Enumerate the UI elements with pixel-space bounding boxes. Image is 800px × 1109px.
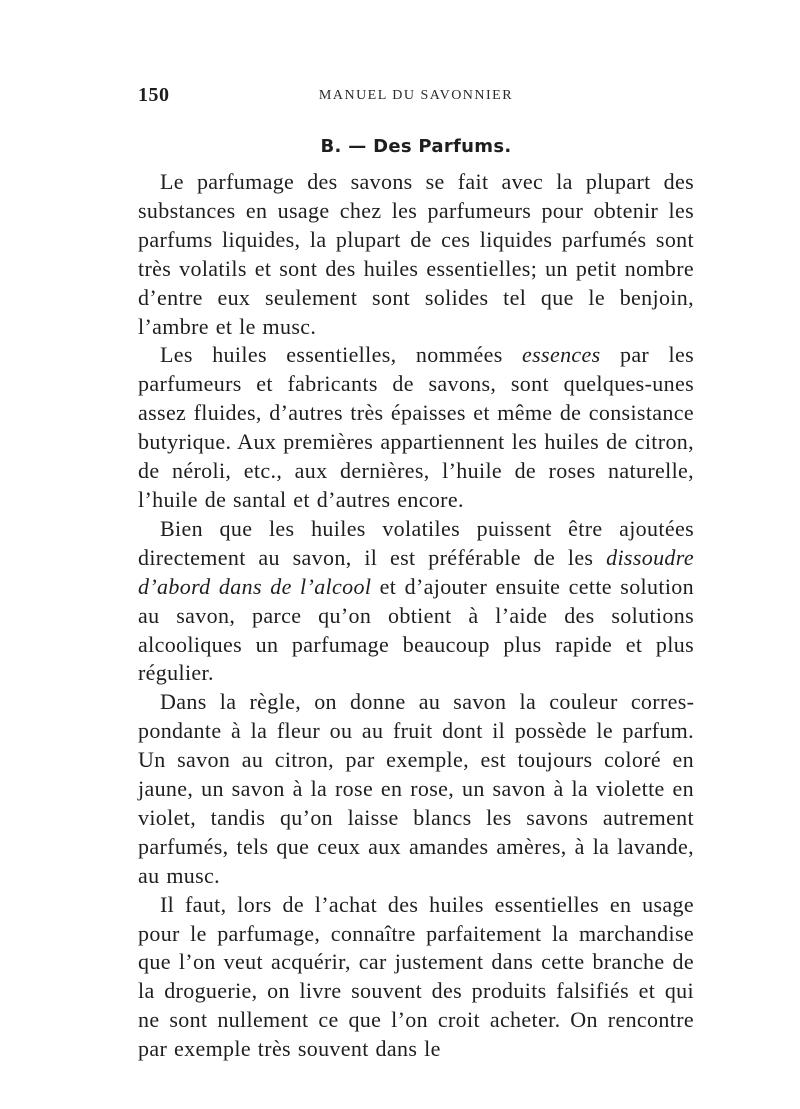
paragraph-3 bbox=[138, 515, 694, 688]
running-header bbox=[138, 84, 694, 108]
paragraph-2-text-b: par les parfumeurs et fabricants de savons, sont quelques-unes assez fluides, d’autres très épaisses et même de consistance butyrique. Aux premières appartiennent les huiles de citron, de néroli, etc., aux dernières, l’huile de roses naturelle, l’huile de santal et d’autres encore. bbox=[138, 342, 694, 512]
running-title: MANUEL DU SAVONNIER bbox=[318, 88, 514, 103]
paragraph-3-text-a: Bien que les huiles volatiles puissent être ajoutées directement au savon, il est préférable de les bbox=[138, 515, 694, 570]
paragraph-3-text-b: et d’ajouter ensuite cette solution au savon, parce qu’on obtient à l’aide des solutions alcooliques un parfumage beaucoup plus rapide et plus régulier. bbox=[138, 573, 694, 686]
paragraph-2 bbox=[138, 341, 694, 514]
paragraph-3-italic: dissoudre d’abord dans de l’alcool bbox=[138, 544, 694, 599]
body-text bbox=[138, 168, 694, 1064]
paragraph-2-text-a: Les huiles essentielles, nommées bbox=[160, 342, 523, 368]
paragraph-2-italic: essences bbox=[522, 342, 601, 368]
paragraph-4: Dans la règle, on donne au savon la couleur correspondante à la fleur ou au fruit dont il possède le parfum. Un savon au citron, par exemple, est toujours coloré en jaune, un savon à la rose en rose, un savon à la violette en violet, tandis qu’on laisse blancs les savons autrement parfumés, tels que ceux aux amandes amères, à la lavande, au musc. bbox=[138, 689, 694, 888]
section-heading: B. — Des Parfums. bbox=[320, 136, 512, 157]
paragraph-1: Le parfumage des savons se fait avec la plupart des substances en usage chez les parfumeurs pour obtenir les parfums liquides, la plupart de ces liquides parfumés sont très volatils et sont des huiles essentielles; un petit nombre d’entre eux seulement sont solides tel que le benjoin, l’ambre et le musc. bbox=[138, 169, 694, 339]
paragraph-5: Il faut, lors de l’achat des huiles essentielles en usage pour le parfumage, connaître parfaitement la marchandise que l’on veut acquérir, car justement dans cette branche de la droguerie, on livre souvent des produits falsifiés et qui ne sont nullement ce que l’on croit acheter. On rencontre par exemple très souvent dans le bbox=[138, 891, 694, 1062]
page-number: 150 bbox=[138, 84, 170, 106]
